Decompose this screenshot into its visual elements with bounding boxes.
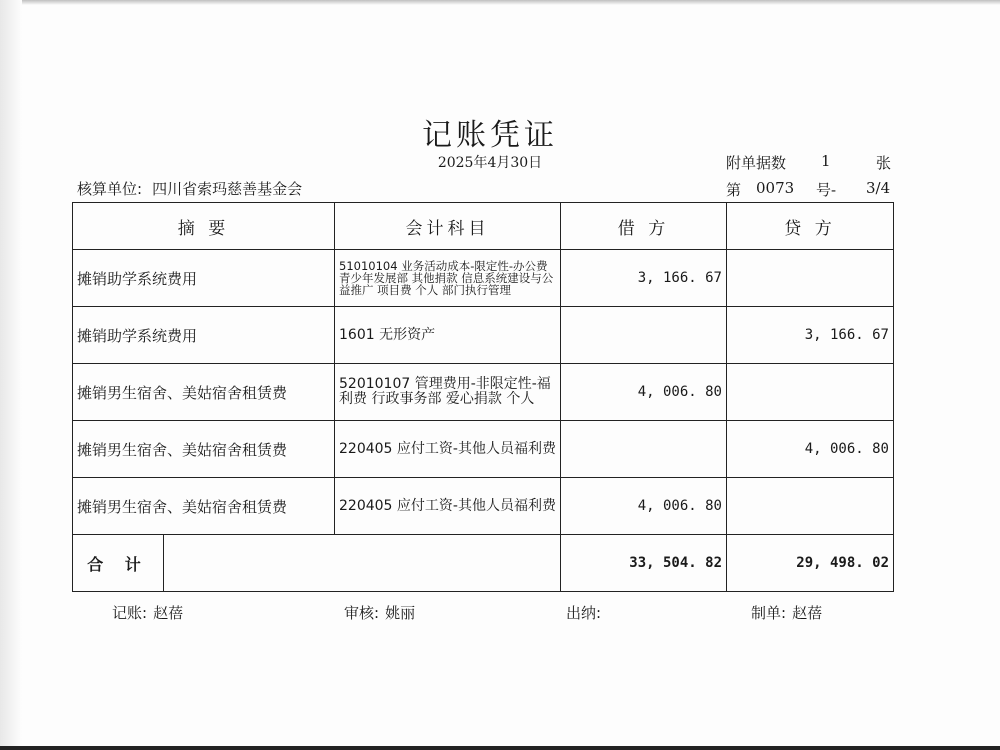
voucher-date: 2025年4月30日 xyxy=(437,155,543,171)
row-account: 52010107 管理费用-非限定性-福利费 行政事务部 爱心捐款 个人 xyxy=(335,364,561,421)
attachment-unit: 张 xyxy=(876,154,892,172)
table-row xyxy=(73,250,894,307)
header-summary: 摘 要 xyxy=(73,203,335,250)
reviewer-signature xyxy=(344,602,415,623)
row-credit xyxy=(727,364,894,421)
header-debit: 借 方 xyxy=(561,203,727,250)
number-suffix: 号- xyxy=(816,181,837,199)
row-account: 220405 应付工资-其他人员福利费 xyxy=(335,421,561,478)
table-row xyxy=(73,364,894,421)
row-debit: 4, 006. 80 xyxy=(561,478,727,535)
unit-value: 四川省索玛慈善基金会 xyxy=(152,180,303,198)
cashier-signature xyxy=(566,602,607,623)
reviewer-name: 姚丽 xyxy=(385,604,416,622)
header-account: 会计科目 xyxy=(335,203,561,250)
number-prefix: 第 xyxy=(726,181,742,199)
row-account: 51010104 业务活动成本-限定性-办公费 青少年发展部 其他捐款 信息系统建设与公益推广 项目费 个人 部门执行管理 xyxy=(335,250,561,307)
row-credit: 4, 006. 80 xyxy=(727,421,894,478)
unit-label: 核算单位: xyxy=(77,180,143,198)
row-debit: 3, 166. 67 xyxy=(561,250,727,307)
attachment-count: 1 xyxy=(821,152,831,170)
row-summary: 摊销男生宿舍、美姑宿舍租赁费 xyxy=(73,364,335,421)
table-row xyxy=(73,478,894,535)
row-credit xyxy=(727,478,894,535)
bookkeeper-name: 赵蓓 xyxy=(153,604,184,622)
bookkeeper-signature xyxy=(112,602,183,623)
preparer-label: 制单: xyxy=(751,604,787,622)
total-cell xyxy=(73,535,561,592)
cashier-label: 出纳: xyxy=(566,604,602,622)
row-summary: 摊销男生宿舍、美姑宿舍租赁费 xyxy=(73,478,335,535)
row-debit xyxy=(561,307,727,364)
preparer-signature xyxy=(751,602,822,623)
header-credit: 贷 方 xyxy=(727,203,894,250)
total-row xyxy=(73,535,894,592)
row-summary: 摊销男生宿舍、美姑宿舍租赁费 xyxy=(73,421,335,478)
total-label: 合 计 xyxy=(73,535,164,591)
row-credit: 3, 166. 67 xyxy=(727,307,894,364)
table-row xyxy=(73,421,894,478)
scan-edge-bottom xyxy=(0,746,1000,750)
reviewer-label: 审核: xyxy=(344,604,380,622)
voucher-number: 0073 xyxy=(756,179,795,197)
voucher-title: 记账凭证 xyxy=(422,118,558,153)
total-debit: 33, 504. 82 xyxy=(561,535,727,592)
total-credit: 29, 498. 02 xyxy=(727,535,894,592)
row-account: 220405 应付工资-其他人员福利费 xyxy=(335,478,561,535)
row-debit xyxy=(561,421,727,478)
preparer-name: 赵蓓 xyxy=(792,604,823,622)
row-summary: 摊销助学系统费用 xyxy=(73,250,335,307)
row-debit: 4, 006. 80 xyxy=(561,364,727,421)
row-summary: 摊销助学系统费用 xyxy=(73,307,335,364)
scan-edge-top xyxy=(0,0,1000,5)
row-account: 1601 无形资产 xyxy=(335,307,561,364)
bookkeeper-label: 记账: xyxy=(112,604,148,622)
table-header-row xyxy=(73,203,894,250)
voucher-table xyxy=(72,202,894,592)
row-credit xyxy=(727,250,894,307)
accounting-unit xyxy=(77,178,302,199)
attachment-label: 附单据数 xyxy=(726,154,787,172)
table-row xyxy=(73,307,894,364)
voucher-page-count: 3/4 xyxy=(866,179,891,197)
total-blank xyxy=(164,535,560,591)
